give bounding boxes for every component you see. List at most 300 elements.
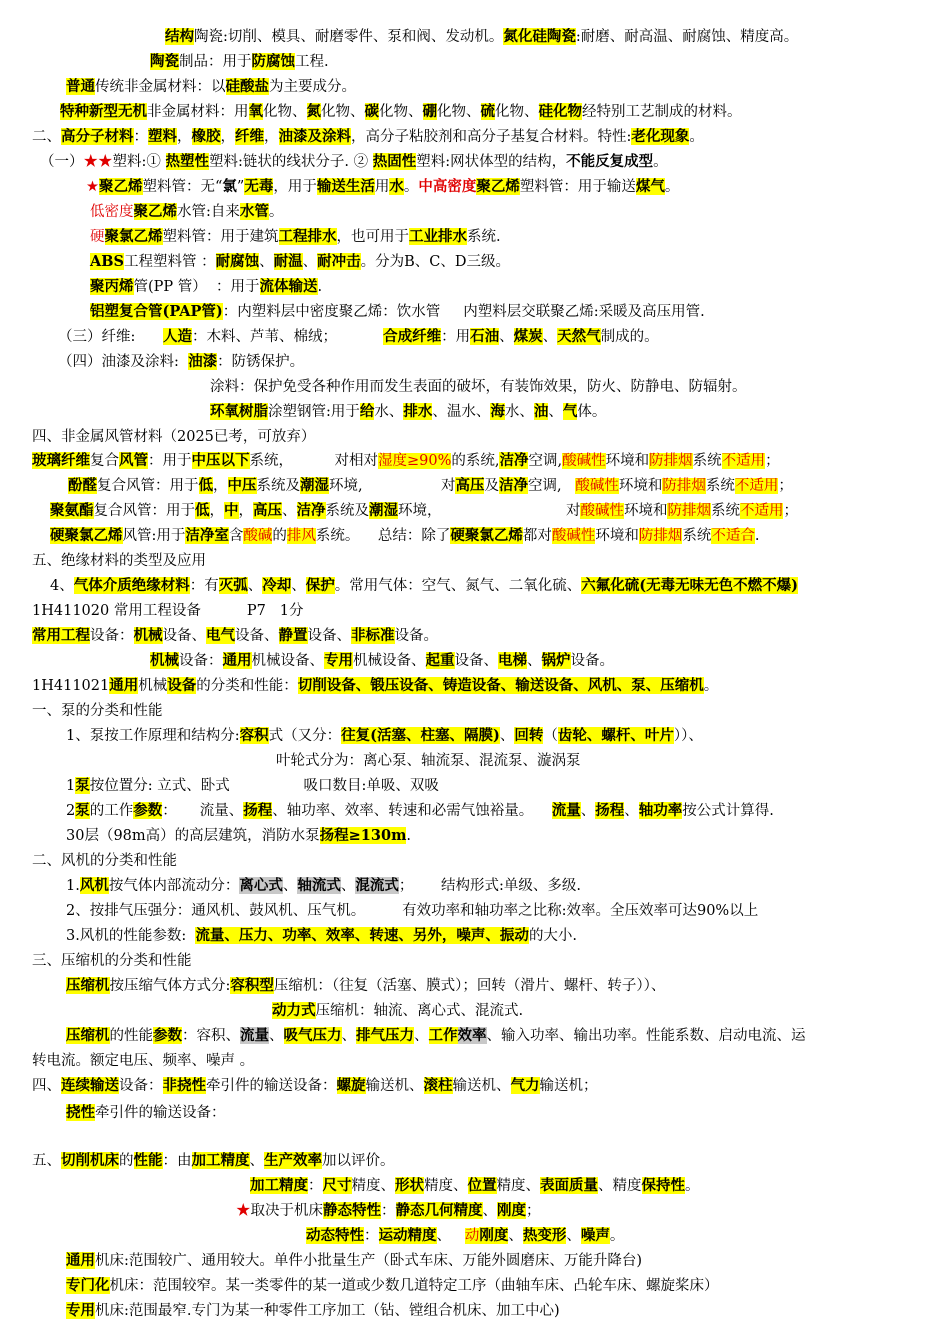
text-line (66, 875, 581, 897)
text-run: 。 (268, 204, 284, 220)
text-run: 聚丙烯 (90, 278, 134, 295)
text-run: 通用 (222, 652, 252, 669)
text-run: 扬程 (595, 802, 625, 819)
text-run: 机械设备、 (353, 653, 426, 669)
text-run: （四）油漆及涂料: (58, 354, 189, 370)
text-line (236, 1200, 541, 1222)
text-run: 、 (482, 1203, 497, 1219)
text-run: 制成的。 (600, 329, 659, 345)
text-run: 高压 (253, 502, 282, 519)
text-run: （ (543, 728, 558, 744)
text-run: 硅酸盐 (225, 78, 269, 95)
text-run: 防排烟 (667, 503, 711, 519)
text-run: 五、绝缘材料的类型及应用 (32, 553, 206, 569)
text-run: 气 (562, 403, 578, 420)
text-run: （2025已考，可放弃） (162, 429, 316, 445)
text-run: 铝塑复合管(PAP管) (90, 303, 223, 320)
text-run: 的工作 (89, 803, 134, 819)
text-line (66, 1275, 719, 1297)
text-run: 空调, (527, 478, 576, 494)
text-run: 专用 (324, 652, 353, 669)
text-run: 位置 (467, 1177, 497, 1194)
text-run: 参数 (153, 1027, 182, 1044)
text-run: 刚度 (479, 1227, 509, 1244)
text-line (66, 775, 439, 797)
text-run: 运动精度 (378, 1227, 437, 1244)
text-run: 聚氨酯 (50, 502, 94, 519)
text-run: 静置 (278, 627, 308, 644)
text-run: 天然气 (557, 328, 601, 345)
text-run: 精度、 (496, 1178, 540, 1194)
text-run: （一） (40, 154, 84, 170)
text-run: 设备、 (162, 628, 206, 644)
text-run: ： (133, 129, 148, 145)
text-run: 专用 (66, 1302, 95, 1319)
text-run: 连续输送 (61, 1077, 119, 1094)
text-run: 不适用 (739, 503, 784, 519)
text-line (90, 276, 322, 298)
text-run: 酸碱性 (575, 478, 619, 494)
text-run: 聚氯乙烯 (104, 228, 163, 245)
text-run: ， (213, 478, 228, 494)
text-run: 二、风机的分类和性能 (32, 853, 177, 869)
text-line (32, 426, 315, 448)
text-run: 为主要成分。 (269, 79, 356, 95)
text-run: 中 (224, 502, 239, 519)
text-run: 的 (272, 528, 287, 544)
text-run: 压缩机 (66, 977, 110, 994)
text-run: 系统及 (256, 478, 300, 494)
text-line (150, 51, 329, 73)
text-run: 工作 (428, 1027, 458, 1044)
text-run: 结构 (165, 28, 194, 45)
text-run: 六氟化硫(无毒无味无色不燃不爆) (581, 577, 798, 594)
text-run: 流量 (240, 1027, 269, 1044)
text-run: 、 (542, 329, 558, 345)
text-run: 环境和 (623, 503, 668, 519)
text-run: 取决于机床 (250, 1203, 323, 1219)
text-run: 硬聚氯乙烯 (50, 527, 123, 544)
text-run: 1H411021 (32, 678, 110, 694)
text-run: 空调, (528, 453, 563, 469)
text-run: 洁净 (499, 452, 529, 469)
text-run: 玻璃纤维 (32, 452, 90, 469)
text-run: 离心式 (239, 877, 283, 894)
text-run: ， (264, 129, 279, 145)
text-line (66, 1250, 642, 1272)
text-run: 油漆 (188, 353, 218, 370)
text-run: 油漆及涂料 (278, 128, 351, 145)
text-run: 。 (689, 129, 704, 145)
text-run: 30层（98m高）的高层建筑，消防水泵 (66, 828, 320, 844)
text-run: 聚乙烯 (133, 203, 177, 220)
text-run: 回转 (514, 727, 544, 744)
text-run: 硬 (90, 229, 105, 245)
text-run: 用 (374, 179, 390, 195)
text-run: 加以评价。 (322, 1153, 395, 1169)
text-run: :耐磨、耐高温、耐腐蚀、精度高。 (575, 29, 799, 45)
text-run: 轴流式 (297, 877, 341, 894)
text-run: 气体介质绝缘材料 (73, 577, 190, 594)
text-run: 涂料：保护免受各种作用而发生表面的破坏，有装饰效果，防火、防静电、防辐射。 (210, 379, 747, 395)
text-run: . (406, 828, 412, 844)
text-run: 排气压力 (356, 1027, 414, 1044)
text-run: 1、泵按工作原理和结构分: (66, 728, 240, 744)
text-run: ， (177, 129, 192, 145)
text-run: ABS (90, 253, 124, 270)
text-line (32, 1075, 598, 1097)
text-run: 不适用 (721, 453, 766, 469)
text-run: 的分类和性能： (196, 678, 298, 694)
text-run: 洁净室 (185, 527, 229, 544)
text-run: 常用工程 (32, 627, 90, 644)
text-line (50, 525, 759, 547)
text-run: 环境和 (605, 453, 650, 469)
text-run: 牵引件的输送设备： (95, 1105, 226, 1121)
text-run: 按位置分: 立式、卧式 吸口数目:单吸、双吸 (89, 778, 439, 794)
text-run: 复合 (90, 453, 119, 469)
text-run: 排水 (403, 403, 433, 420)
text-run: 工程塑料管 ： (123, 254, 216, 270)
text-line (210, 376, 747, 398)
text-run: 耐腐蚀 (215, 253, 260, 270)
text-run: 煤炭 (513, 328, 543, 345)
text-run: 。 (609, 1228, 625, 1244)
text-run: 按公式计算得. (682, 803, 774, 819)
text-run: 陶瓷 (150, 53, 179, 70)
text-run: 。常用气体：空气、氮气、二氧化硫、 (334, 578, 582, 594)
text-run: 设备。 (394, 628, 438, 644)
text-run: 牵引件的输送设备： (206, 1078, 337, 1094)
text-run: 锅炉 (541, 652, 571, 669)
text-run: ， (220, 129, 235, 145)
text-run: 泵 (75, 802, 90, 819)
text-run: 环境和 (595, 528, 639, 544)
text-run: 传统非金属 (95, 79, 168, 95)
text-line (32, 675, 718, 697)
text-run: 4、 (50, 578, 74, 594)
text-run: 合成纤维 (383, 328, 442, 345)
text-run: 塑料:① (112, 154, 166, 170)
text-run: 环氧树脂 (210, 403, 268, 420)
text-line (90, 251, 510, 273)
text-run: 系统。 总结：除了 (315, 528, 451, 544)
text-run: 。 (685, 1178, 700, 1194)
text-line (66, 825, 411, 847)
text-run: 、 (259, 254, 274, 270)
text-run: 、 (282, 878, 298, 894)
text-run: 排风 (286, 528, 316, 544)
text-run: 设备： (119, 1078, 163, 1094)
text-run: 防排烟 (662, 478, 706, 494)
text-run: ：用 (441, 329, 471, 345)
text-run: 复合风管：用于 (97, 478, 199, 494)
text-run: ； (526, 1203, 541, 1219)
text-run: 、 (340, 878, 356, 894)
text-run: 都对 (522, 528, 552, 544)
text-run: 四、 (32, 1078, 61, 1094)
text-run: 的大小. (528, 928, 578, 944)
text-line (68, 475, 793, 497)
text-run: 、 (499, 329, 514, 345)
text-run: 工程排水 (278, 228, 337, 245)
text-run: 性能 (133, 1152, 163, 1169)
text-run: 设备、 (454, 653, 498, 669)
text-run: 1. (66, 878, 80, 894)
text-run: 水 (389, 178, 404, 195)
text-run: 耐冲击 (317, 253, 361, 270)
text-line (66, 800, 774, 822)
text-line (40, 151, 668, 173)
text-run: 防排烟 (638, 528, 683, 544)
text-run: 混流式 (355, 877, 399, 894)
text-run: 、 (282, 503, 297, 519)
text-run: 按压缩气体方式分: (109, 978, 231, 994)
text-run: 叶轮式分为：离心泵、轴流泵、混流泵、漩涡泵 (276, 753, 581, 769)
text-run: 湿度≥90% (377, 453, 452, 469)
text-run: 压缩机 (66, 1027, 110, 1044)
text-run: 加工精度 (250, 1177, 308, 1194)
text-run: 设备 (167, 677, 197, 694)
text-run: 纤维 (235, 128, 264, 145)
text-run: 涂塑钢管:用于 (268, 404, 360, 420)
text-run: 化物、 (495, 104, 539, 120)
text-run: 扬程 (243, 802, 273, 819)
text-run: 、温水、 (432, 404, 491, 420)
text-run: 中压以下 (191, 452, 250, 469)
text-line (66, 76, 356, 98)
text-run: 、输入功率、输出功率。性能系数、启动电流、运 (486, 1028, 806, 1044)
text-run: 无毒 (244, 178, 274, 195)
text-run: . (754, 528, 760, 544)
text-run: 中压 (227, 477, 257, 494)
text-run: 、 (580, 803, 596, 819)
text-run: 塑料:网状体型的结构， (416, 154, 567, 170)
text-run: 高压 (455, 477, 485, 494)
text-run: 、 (414, 1028, 429, 1044)
text-line (58, 351, 304, 373)
text-run: ； (765, 453, 780, 469)
text-run: 冷却 (262, 577, 292, 594)
text-line (90, 301, 705, 323)
text-line (150, 650, 614, 672)
text-run: 尺寸 (322, 1177, 352, 1194)
text-run: ： 流量、 (162, 803, 244, 819)
text-run: 系统及 (325, 503, 369, 519)
text-run: 机床:范围较广、通用较大。单件小批量生产（卧式车床、万能外圆磨床、万能升降台) (95, 1253, 643, 1269)
text-run: 的系统, (451, 453, 500, 469)
text-run: 压缩机：（往复（活塞、膜式）；回转（滑片、螺杆、转子））、 (273, 978, 666, 994)
text-run: 机械 (138, 678, 168, 694)
text-run: 酸碱 (243, 528, 273, 544)
text-run: 含 (228, 528, 244, 544)
text-line (90, 201, 283, 223)
text-run: 表面质量 (540, 1177, 598, 1194)
text-run: 不适用 (734, 478, 779, 494)
text-run: 、 (624, 803, 639, 819)
text-line (66, 975, 665, 997)
text-run: 、 (247, 578, 263, 594)
text-run: ： (364, 1228, 379, 1244)
text-line (50, 575, 798, 597)
text-run: 风管:用于 (122, 528, 186, 544)
text-run: 的性能 (109, 1028, 153, 1044)
text-line (276, 750, 581, 772)
text-run: 设备。 (570, 653, 614, 669)
text-run: 管(PP 管） ：用于 (133, 279, 260, 295)
text-run: 2 (66, 803, 76, 819)
text-run: 。 (403, 179, 419, 195)
text-line (86, 176, 679, 198)
text-run: 输送机、 (365, 1078, 424, 1094)
text-run: （三）纤维: (58, 329, 164, 345)
text-run: 式（又分： (268, 728, 342, 744)
text-run: 塑料:链状的线状分子. ② (209, 154, 373, 170)
text-run: 酸碱性 (580, 503, 624, 519)
text-run: 动态特性 (306, 1227, 364, 1244)
text-run: 防腐蚀 (251, 53, 295, 70)
text-run: 非金属 (147, 104, 191, 120)
text-run: 扬程≥130m (319, 827, 407, 844)
text-run: 老化现象 (631, 128, 690, 145)
text-run: 复合风管：用于 (93, 503, 195, 519)
text-run: 轴功率 (638, 802, 683, 819)
text-run: ★ (236, 1203, 251, 1219)
text-run: 制品：用于 (179, 54, 252, 70)
text-line (32, 700, 163, 722)
text-line (306, 1225, 624, 1247)
text-line (32, 625, 438, 647)
text-run: 一、泵的分类和性能 (32, 703, 163, 719)
text-run: ：由 (162, 1153, 192, 1169)
text-run: ， (238, 503, 253, 519)
text-run: 保护 (305, 577, 335, 594)
text-run: 高分子材料 (61, 128, 134, 145)
text-run: ，用于 (273, 179, 317, 195)
text-line (32, 1050, 254, 1072)
text-run: 环境， 对 (398, 503, 581, 519)
text-run: 、 (508, 1228, 523, 1244)
text-run: 往复(活塞、柱塞、隔膜) (341, 727, 500, 744)
text-run: ））、 (673, 728, 703, 744)
text-run: 转电流。额定电压、频率、噪声 。 (32, 1053, 255, 1069)
text-run: 环境, 对 (329, 478, 456, 494)
text-line (32, 950, 192, 972)
text-run: 化物、 (263, 104, 307, 120)
text-run: 螺旋 (336, 1077, 366, 1094)
text-run: 系统， 对相对 (249, 453, 378, 469)
text-run: 通用 (109, 677, 139, 694)
text-run: . (317, 279, 323, 295)
text-run: ：防锈保护。 (217, 354, 305, 370)
text-run: 流量、压力、功率、效率、转速、另外，噪声、振动 (195, 927, 529, 944)
text-run: 化物、 (437, 104, 481, 120)
text-run: 四、非金属风管材料 (32, 429, 163, 445)
text-run: 3.风机的性能参数: (66, 928, 196, 944)
text-line (32, 550, 206, 572)
text-line (272, 1000, 523, 1022)
text-run: 风管 (119, 452, 148, 469)
text-run: ” (236, 179, 245, 195)
text-run: 塑料管：用于输送 (519, 179, 636, 195)
text-run: 硫 (480, 103, 495, 120)
text-run: 氮 (306, 103, 321, 120)
text-line (66, 1300, 560, 1322)
text-run: 系统 (705, 478, 735, 494)
text-run: 酸碱性 (562, 453, 606, 469)
text-run: 低 (195, 502, 210, 519)
text-run: 。 (664, 179, 680, 195)
text-run: 设备： (90, 628, 134, 644)
text-run: 、 (269, 1028, 284, 1044)
text-run: 设备： (179, 653, 223, 669)
text-run: 、 (341, 1028, 356, 1044)
text-run: 机械设备、 (251, 653, 324, 669)
text-run: 潮湿 (369, 502, 398, 519)
text-line (58, 326, 659, 348)
text-run: 特种新型无机 (60, 103, 147, 120)
text-run: 、 (548, 404, 563, 420)
text-line (66, 725, 703, 747)
text-run: ：有 (189, 578, 219, 594)
text-run: 电梯 (498, 652, 527, 669)
text-run: 材料：用 (190, 104, 249, 120)
text-run: 中高密度 (418, 178, 477, 195)
text-run: 系统 (682, 528, 712, 544)
text-run: 及 (484, 478, 499, 494)
text-run: 低密度 (90, 204, 134, 220)
text-run: 水管 (239, 203, 269, 220)
text-run: 石油 (470, 328, 500, 345)
text-run: 滚柱 (423, 1077, 453, 1094)
text-run: 高分子粘胶剂和高分子基复合材料。特性: (365, 129, 632, 145)
text-run: 设备、 (235, 628, 279, 644)
text-run: 加工精度 (191, 1152, 250, 1169)
text-run: 按气体内部流动分： (108, 878, 240, 894)
text-run: 刚度 (497, 1202, 526, 1219)
text-run: 橡胶 (191, 128, 221, 145)
text-run: 、 (302, 254, 318, 270)
text-run: 氮化硅陶瓷 (503, 28, 576, 45)
text-run: 吸气压力 (283, 1027, 342, 1044)
text-run: 不适合 (711, 528, 755, 544)
text-run: 聚乙烯 (99, 178, 143, 195)
text-run: 氧 (248, 103, 263, 120)
text-run: 电气 (206, 627, 235, 644)
text-run: 、轴功率、效率、转速和必需气蚀裕量。 (272, 803, 552, 819)
text-run: 、精度 (598, 1178, 642, 1194)
text-run: 非标准 (351, 627, 395, 644)
text-line (32, 600, 303, 622)
text-run: 经特别工艺制成的材料。 (582, 104, 742, 120)
text-line (165, 26, 798, 48)
text-run: 塑料 (148, 128, 177, 145)
text-run: 洁净 (498, 477, 528, 494)
text-run: ； (778, 478, 793, 494)
text-run: ：容积、 (182, 1028, 240, 1044)
text-run: ，也可用于 (336, 229, 409, 245)
text-run: 、 (527, 653, 542, 669)
text-line (60, 101, 742, 123)
text-run: 热固性 (372, 153, 417, 170)
text-run: 。 (653, 154, 668, 170)
text-run: 输送机； (539, 1078, 598, 1094)
text-run: 容积 (239, 727, 269, 744)
text-run: 齿轮、螺杆、叶片 (557, 727, 674, 744)
text-run: 防排烟 (649, 453, 693, 469)
text-run: 碳 (364, 103, 379, 120)
text-run: 起重 (425, 652, 455, 669)
